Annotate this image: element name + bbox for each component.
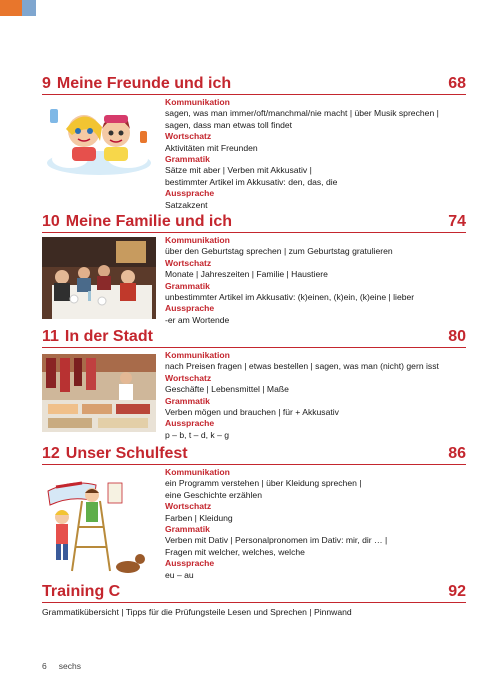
section-line: ein Programm verstehen | über Kleidung sprechen | (165, 478, 362, 489)
chapter-contents (165, 235, 465, 326)
chapter-contents (165, 467, 465, 581)
corner-decoration (0, 0, 36, 16)
section-line: Sätze mit aber | Verben mit Akkusativ | (165, 165, 312, 176)
training-contents: Grammatikübersicht | Tipps für die Prüfungsteile Lesen und Sprechen | Pinnwand (42, 607, 352, 617)
section-label-wortschatz: Wortschatz (165, 131, 212, 142)
chapter-header (42, 327, 466, 348)
section-line: nach Preisen fragen | etwas bestellen | sagen, was man (nicht) gern isst (165, 361, 439, 372)
chapter-number: 9 (42, 75, 51, 92)
chapter-photo-city-shop (42, 354, 156, 432)
chapter-illustration-schoolfest (42, 471, 156, 579)
section-label-wortschatz: Wortschatz (165, 501, 212, 512)
training-c (42, 580, 466, 617)
section-line: sagen, was man immer/oft/manchmal/nie macht | über Musik sprechen | (165, 108, 439, 119)
section-line: über den Geburtstag sprechen | zum Geburtstag gratulieren (165, 246, 393, 257)
section-line: -er am Wortende (165, 314, 230, 325)
section-line: eine Geschichte erzählen (165, 489, 262, 500)
section-label-grammatik: Grammatik (165, 154, 210, 165)
section-line: Monate | Jahreszeiten | Familie | Haustiere (165, 269, 328, 280)
section-label-kommunikation: Kommunikation (165, 235, 230, 245)
section-line: bestimmter Artikel im Akkusativ: den, das, die (165, 176, 338, 187)
chapter-9 (42, 74, 466, 210)
corner-blue-block (22, 0, 36, 16)
chapter-title (42, 75, 231, 93)
chapter-page-number: 74 (448, 213, 466, 230)
chapter-title (42, 328, 153, 346)
chapter-contents (165, 97, 465, 211)
section-line: Fragen mit welcher, welches, welche (165, 546, 305, 557)
section-label-wortschatz: Wortschatz (165, 257, 212, 268)
section-line: sagen, dass man etwas toll findet (165, 119, 293, 130)
chapter-title (42, 213, 232, 231)
section-line: eu – au (165, 569, 194, 580)
section-label-aussprache: Aussprache (165, 418, 215, 429)
chapter-number: 10 (42, 213, 60, 230)
section-line: Geschäfte | Lebensmittel | Maße (165, 384, 289, 395)
chapter-10 (42, 212, 466, 325)
chapter-number: 11 (42, 328, 59, 345)
chapter-header (42, 444, 466, 465)
section-label-aussprache: Aussprache (165, 303, 215, 314)
training-page-number: 92 (448, 583, 466, 600)
chapter-page-number: 68 (448, 75, 466, 92)
chapter-page-number: 86 (448, 445, 466, 462)
section-line: p – b, t – d, k – g (165, 429, 230, 440)
chapter-header (42, 74, 466, 95)
section-line: Verben mögen und brauchen | für + Akkusativ (165, 407, 339, 418)
chapter-title-text: Meine Freunde und ich (56, 75, 232, 92)
training-header (42, 580, 466, 603)
chapter-title-text: In der Stadt (64, 328, 153, 345)
footer-page-number: 6 (42, 661, 47, 671)
chapter-page-number: 80 (448, 328, 466, 345)
chapter-photo-family (42, 237, 156, 319)
section-line: Satzakzent (165, 199, 208, 210)
section-label-wortschatz: Wortschatz (165, 372, 212, 383)
section-label-kommunikation: Kommunikation (165, 467, 230, 477)
chapter-illustration-friends (42, 101, 156, 177)
chapter-11 (42, 327, 466, 440)
section-label-kommunikation: Kommunikation (165, 350, 230, 360)
chapter-title-text: Unser Schulfest (65, 445, 188, 462)
footer-page-word: sechs (58, 661, 81, 671)
chapter-header (42, 212, 466, 233)
section-line: unbestimmter Artikel im Akkusativ: (k)einen, (k)ein, (k)eine | lieber (165, 292, 415, 303)
section-line: Verben mit Dativ | Personalpronomen im Dativ: mir, dir … | (165, 535, 388, 546)
training-title: Training C (42, 583, 121, 600)
chapter-contents (165, 350, 465, 441)
chapter-title (42, 445, 188, 463)
chapter-number: 12 (42, 445, 60, 462)
section-line: Aktivitäten mit Freunden (165, 142, 258, 153)
section-label-grammatik: Grammatik (165, 280, 210, 291)
chapter-12 (42, 444, 466, 580)
chapter-title-text: Meine Familie und ich (65, 213, 233, 230)
page-footer (42, 661, 93, 671)
corner-orange-block (0, 0, 22, 16)
section-label-kommunikation: Kommunikation (165, 97, 230, 107)
section-label-grammatik: Grammatik (165, 524, 210, 535)
section-label-grammatik: Grammatik (165, 395, 210, 406)
section-line: Farben | Kleidung (165, 512, 233, 523)
section-label-aussprache: Aussprache (165, 188, 215, 199)
section-label-aussprache: Aussprache (165, 558, 215, 569)
